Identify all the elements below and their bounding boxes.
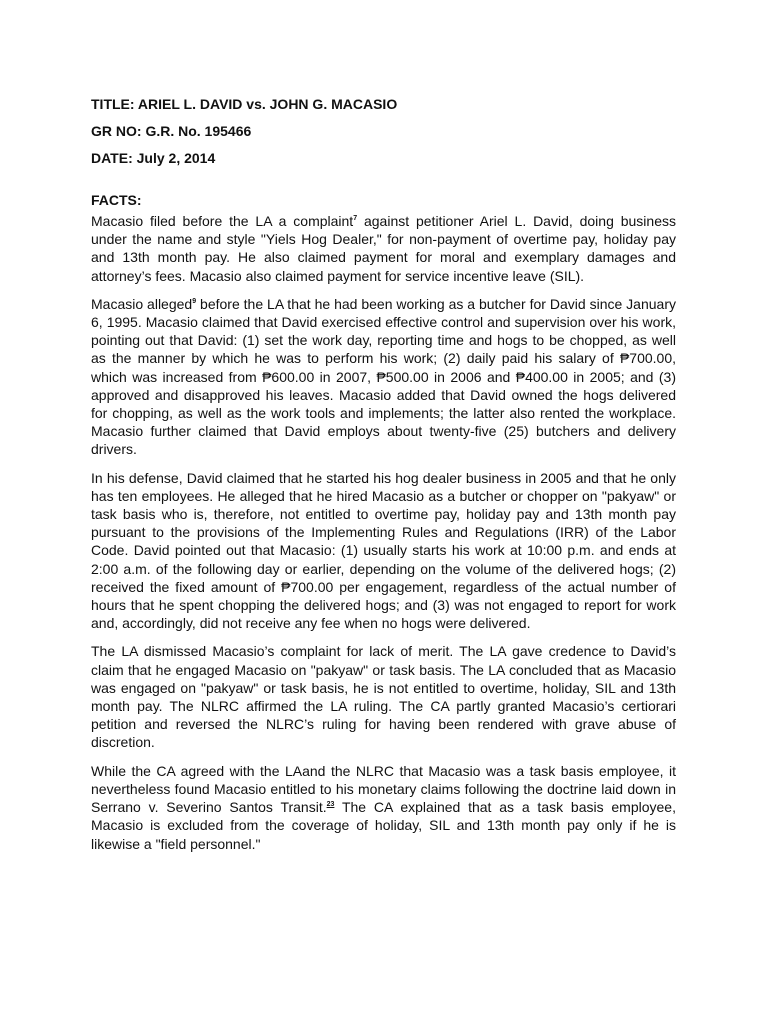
facts-paragraph-1 [91, 212, 676, 285]
facts-paragraph-4: The LA dismissed Macasio’s complaint for lack of merit. The LA gave credence to David’s claim that he engaged Macasio on "pakyaw" or task basis. The LA concluded that as Macasio was engaged on "pakyaw" or task basis, he is not entitled to overtime, holiday, SIL and 13th month pay. The NLRC affirmed the LA ruling. The CA partly granted Macasio’s certiorari petition and reversed the NLRC’s ruling for having been rendered with grave abuse of discretion. [91, 643, 676, 751]
case-title: TITLE: ARIEL L. DAVID vs. JOHN G. MACASIO [91, 96, 398, 112]
facts-paragraph-5 [91, 762, 676, 853]
footnote-marker: 9 [192, 297, 197, 305]
footnote-link[interactable]: 23 [326, 801, 335, 809]
facts-paragraph-2 [91, 295, 676, 459]
facts-paragraph-3: In his defense, David claimed that he started his hog dealer business in 2005 and that he only has ten employees. He alleged that he hired Macasio as a butcher or chopper on "pakyaw" or task basis who is, therefore, not entitled to overtime pay, holiday pay and 13th month pay pursuant to the provisions of the Implementing Rules and Regulations (IRR) of the Labor Code. David pointed out that Macasio: (1) usually starts his work at 10:00 p.m. and ends at 2:00 a.m. of the following day or earlier, depending on the volume of the delivered hogs; (2) received the fixed amount of ₱700.00 per engagement, regardless of the actual number of hours that he spent chopping the delivered hogs; and (3) was not engaged to report for work and, accordingly, did not receive any fee when no hogs were delivered. [91, 469, 676, 632]
paragraph-text: before the LA that he had been working as a butcher for David since January 6, 1995. Macasio claimed that David exercised effective control and supervision over his work, pointing out that David: (1) set the work day, reporting time and hogs to be chopped, as well as the manner by which he was to perform his work; (2) daily paid his salary of ₱700.00, which was increased from ₱600.00 in 2007, ₱500.00 in 2006 and ₱400.00 in 2005; and (3) approved and disapproved his leaves. Macasio added that David owned the hogs delivered for chopping, as well as the work tools and implements; the latter also rented the workplace. Macasio further claimed that David employs about twenty-five (25) butchers and delivery drivers. [91, 295, 676, 458]
paragraph-text: against petitioner Ariel L. David, doing business under the name and style "Yiels Hog Dealer," for non-payment of overtime pay, holiday pay and 13th month pay. He also claimed payment for moral and exemplary damages and attorney’s fees. Macasio also claimed payment for service incentive leave (SIL). [91, 213, 676, 284]
decision-date: DATE: July 2, 2014 [91, 150, 216, 166]
footnote-marker: 7 [353, 215, 358, 222]
paragraph-text: While the CA agreed with the LAand the NLRC that Macasio was a task basis employee, it nevertheless found Macasio entitled to his monetary claims following the doctrine laid down in Serrano v. Severino Santos Transit. [91, 762, 676, 816]
paragraph-text: Macasio filed before the LA a complaint [91, 213, 354, 229]
paragraph-text: The CA explained that as a task basis employee, Macasio is excluded from the coverage of holiday, SIL and 13th month pay only if he is likewise a "field personnel." [91, 799, 676, 852]
paragraph-text: Macasio alleged [91, 295, 193, 312]
gr-number: GR NO: G.R. No. 195466 [91, 123, 252, 139]
document-page [91, 94, 676, 863]
facts-heading: FACTS: [91, 192, 142, 208]
